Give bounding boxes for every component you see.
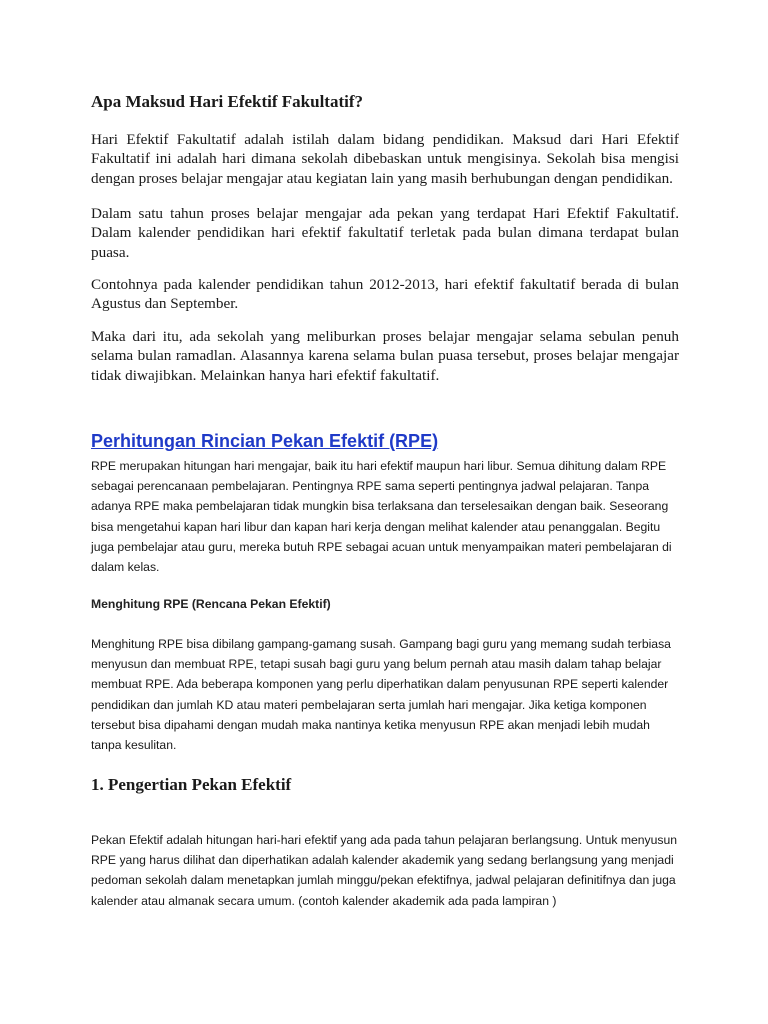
paragraph-definition: Hari Efektif Fakultatif adalah istilah dalam bidang pendidikan. Maksud dari Hari Efektif Fakultatif ini adalah hari dimana sekolah dibebaskan untuk mengisinya. Sekolah bisa mengisi dengan proses belajar mengajar atau kegiatan lain yang masih berhubungan dengan pendidikan. <box>91 131 679 187</box>
subheading-menghitung-rpe: Menghitung RPE (Rencana Pekan Efektif) <box>91 597 331 611</box>
heading-pengertian-pekan-efektif: 1. Pengertian Pekan Efektif <box>91 775 292 794</box>
paragraph-menghitung-rpe: Menghitung RPE bisa dibilang gampang-gamang susah. Gampang bagi guru yang memang sudah terbiasa menyusun dan membuat RPE, tetapi susah bagi guru yang belum pernah atau masih dalam tahap belajar membuat RPE. Ada beberapa komponen yang perlu diperhatikan dalam penyusunan RPE seperti kalender pendidikan dan jumlah KD atau materi pembelajaran serta jumlah hari mengajar. Jika ketiga komponen tersebut bisa dipahami dengan mudah maka nantinya ketika menyusun RPE akan menjadi lebih mudah tanpa kesulitan. <box>91 637 671 753</box>
paragraph-contoh: Contohnya pada kalender pendidikan tahun 2012-2013, hari efektif fakultatif berada di bulan Agustus dan September. <box>91 276 679 313</box>
heading-perhitungan-rpe-link[interactable]: Perhitungan Rincian Pekan Efektif (RPE) <box>91 431 439 451</box>
heading-hari-efektif-fakultatif: Apa Maksud Hari Efektif Fakultatif? <box>91 92 364 111</box>
paragraph-rpe-intro: RPE merupakan hitungan hari mengajar, baik itu hari efektif maupun hari libur. Semua dihitung dalam RPE sebagai perencanaan pembelajaran. Pentingnya RPE sama seperti pentingnya jadwal pelajaran. Tanpa adanya RPE maka pembelajaran tidak mungkin bisa terlaksana dan terselesaikan dengan baik. Seseorang bisa mengetahui kapan hari libur dan kapan hari kerja dengan melihat kalender atau penanggalan. Begitu juga pembelajar atau guru, mereka butuh RPE sebagai acuan untuk menyampaikan materi pembelajaran di dalam kelas. <box>91 459 672 575</box>
paragraph-kalender: Dalam satu tahun proses belajar mengajar ada pekan yang terdapat Hari Efektif Fakultatif. Dalam kalender pendidikan hari efektif fakultatif terletak pada bulan dimana terdapat bulan puasa. <box>91 205 679 261</box>
paragraph-pekan-efektif: Pekan Efektif adalah hitungan hari-hari efektif yang ada pada tahun pelajaran berlangsung. Untuk menyusun RPE yang harus dilihat dan diperhatikan adalah kalender akademik yang sedang berlangsung yang menjadi pedoman sekolah dalam menetapkan jumlah minggu/pekan efektifnya, jadwal pelajaran definitifnya dan juga kalender atau almanak secara umum. (contoh kalender akademik ada pada lampiran ) <box>91 833 678 908</box>
paragraph-ramadlan: Maka dari itu, ada sekolah yang meliburkan proses belajar mengajar selama sebulan penuh selama bulan ramadlan. Alasannya karena selama bulan puasa tersebut, proses belajar mengajar tidak diwajibkan. Melainkan hanya hari efektif fakultatif. <box>91 328 679 384</box>
